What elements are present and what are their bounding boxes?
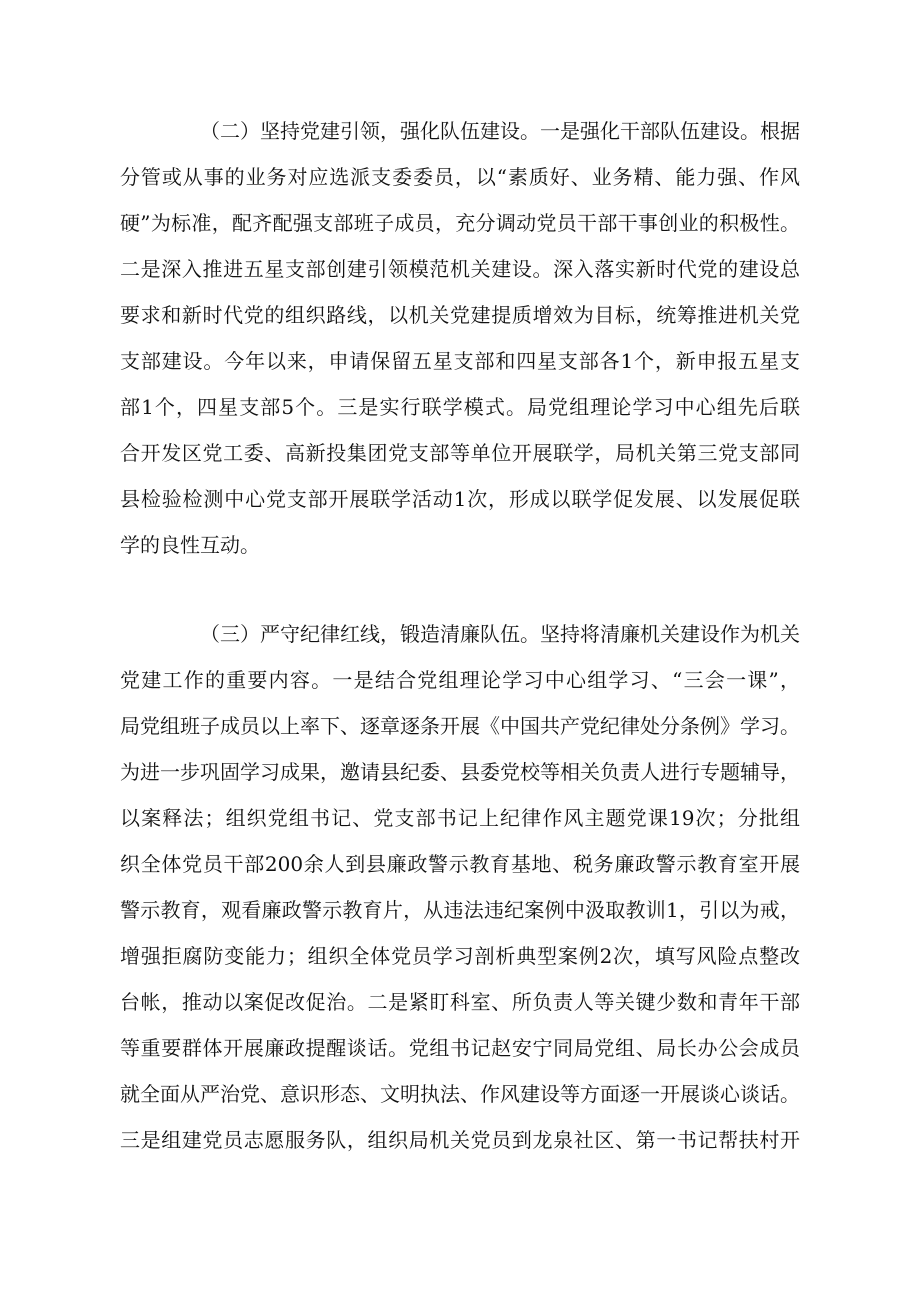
text-line: （二）坚持党建引领，强化队伍建设。一是强化干部队伍建设。根据	[200, 119, 800, 143]
text-line: （三）严守纪律红线，锻造清廉队伍。坚持将清廉机关建设作为机关	[200, 622, 800, 646]
text-line: 就全面从严治党、意识形态、文明执法、作风建设等方面逐一开展谈心谈话。	[120, 1082, 800, 1106]
text-line: 二是深入推进五星支部创建引领模范机关建设。深入落实新时代党的建设总	[120, 257, 800, 281]
text-line: 三是组建党员志愿服务队，组织局机关党员到龙泉社区、第一书记帮扶村开	[120, 1128, 800, 1152]
text-line: 学的良性互动。	[120, 533, 260, 557]
text-line: 警示教育，观看廉政警示教育片，从违法违纪案例中汲取教训1，引以为戒，	[120, 898, 800, 922]
text-line: 增强拒腐防变能力；组织全体党员学习剖析典型案例2次，填写风险点整改	[120, 944, 800, 968]
text-line: 党建工作的重要内容。一是结合党组理论学习中心组学习、“三会一课”，	[120, 668, 800, 692]
text-line: 台帐，推动以案促改促治。二是紧盯科室、所负责人等关键少数和青年干部	[120, 990, 800, 1014]
text-line: 织全体党员干部200余人到县廉政警示教育基地、税务廉政警示教育室开展	[120, 852, 800, 876]
text-line: 县检验检测中心党支部开展联学活动1次，形成以联学促发展、以发展促联	[120, 487, 800, 511]
text-line: 合开发区党工委、高新投集团党支部等单位开展联学，局机关第三党支部同	[120, 441, 800, 465]
text-line: 为进一步巩固学习成果，邀请县纪委、县委党校等相关负责人进行专题辅导，	[120, 760, 800, 784]
paragraph-section-2	[120, 108, 800, 568]
text-line: 硬”为标准，配齐配强支部班子成员，充分调动党员干部干事创业的积极性。	[120, 211, 800, 235]
text-line: 等重要群体开展廉政提醒谈话。党组书记赵安宁同局党组、局长办公会成员	[120, 1036, 800, 1060]
text-line: 部1个，四星支部5个。三是实行联学模式。局党组理论学习中心组先后联	[120, 395, 800, 419]
text-line: 局党组班子成员以上率下、逐章逐条开展《中国共产党纪律处分条例》学习。	[120, 714, 800, 738]
text-line: 以案释法；组织党组书记、党支部书记上纪律作风主题党课19次；分批组	[120, 806, 800, 830]
text-line: 要求和新时代党的组织路线，以机关党建提质增效为目标，统筹推进机关党	[120, 303, 800, 327]
text-line: 分管或从事的业务对应选派支委委员，以“素质好、业务精、能力强、作风	[120, 165, 800, 189]
text-line: 支部建设。今年以来，申请保留五星支部和四星支部各1个，新申报五星支	[120, 349, 800, 373]
paragraph-section-3	[120, 611, 800, 1163]
